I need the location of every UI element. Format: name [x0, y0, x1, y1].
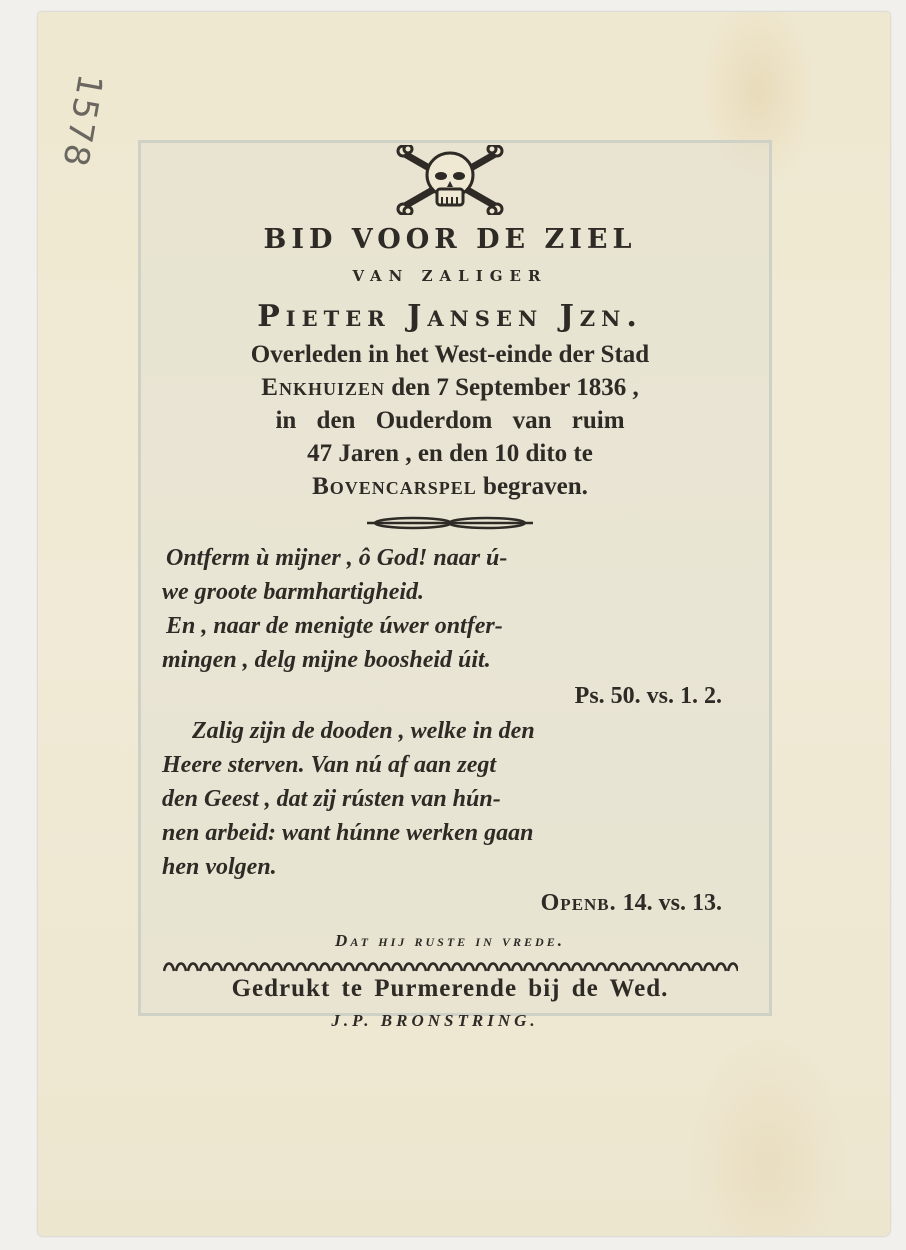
verse-line: Ontferm ù mijner , ô God! naar ú-: [166, 545, 508, 571]
verse-line: mingen , delg mijne boosheid úit.: [162, 647, 491, 673]
death-notice-line: [140, 470, 760, 503]
death-notice-line: 47 Jaren , en den 10 dito te: [307, 440, 593, 467]
printer-name: J.P. BRONSTRING.: [331, 1011, 539, 1030]
card-subtitle: VAN ZALIGER: [352, 267, 548, 285]
burial-place: Bovencarspel: [312, 473, 477, 500]
verse-revelation: [158, 714, 742, 884]
closing-blessing: Dat hij ruste in vrede.: [335, 931, 565, 950]
pencil-inventory-number: 1578: [54, 71, 110, 172]
death-date: den 7 September 1836 ,: [385, 374, 639, 401]
verse-psalm: [158, 541, 742, 677]
divider-ornament-icon: [365, 515, 535, 531]
verse-line: nen arbeid: want húnne werken gaan: [162, 820, 534, 846]
verse-line: En , naar de menigte úwer ontfer-: [166, 613, 503, 639]
death-notice-line: [140, 371, 760, 404]
psalm-reference: Ps. 50. vs. 1. 2.: [574, 683, 722, 709]
card-title: BID VOOR DE ZIEL: [263, 224, 637, 255]
death-notice-line: Overleden in het West-einde der Stad: [250, 341, 650, 368]
revelation-reference: [140, 890, 760, 917]
verse-line: den Geest , dat zij rústen van hún-: [162, 786, 501, 812]
skull-and-crossbones-icon: [395, 145, 505, 215]
verse-line: hen volgen.: [162, 854, 277, 880]
deceased-name: Pieter Jansen Jzn.: [257, 299, 643, 334]
verse-line: Zalig zijn de dooden , welke in den: [192, 718, 535, 744]
burial-text: begraven.: [476, 473, 588, 500]
book-name: Openb.: [540, 890, 617, 916]
verse-line: Heere sterven. Van nú af aan zegt: [162, 752, 497, 778]
rope-border-ornament-icon: [163, 959, 738, 973]
verse-line: we groote barmhartigheid.: [162, 579, 425, 605]
death-notice: [140, 338, 760, 503]
death-notice-line: in den Ouderdom van ruim: [275, 407, 625, 434]
printer-line: Gedrukt te Purmerende bij de Wed.: [231, 975, 669, 1002]
card-content: [140, 145, 760, 1031]
chapter-verse: 14. vs. 13.: [616, 890, 722, 916]
city-name: Enkhuizen: [261, 374, 385, 401]
